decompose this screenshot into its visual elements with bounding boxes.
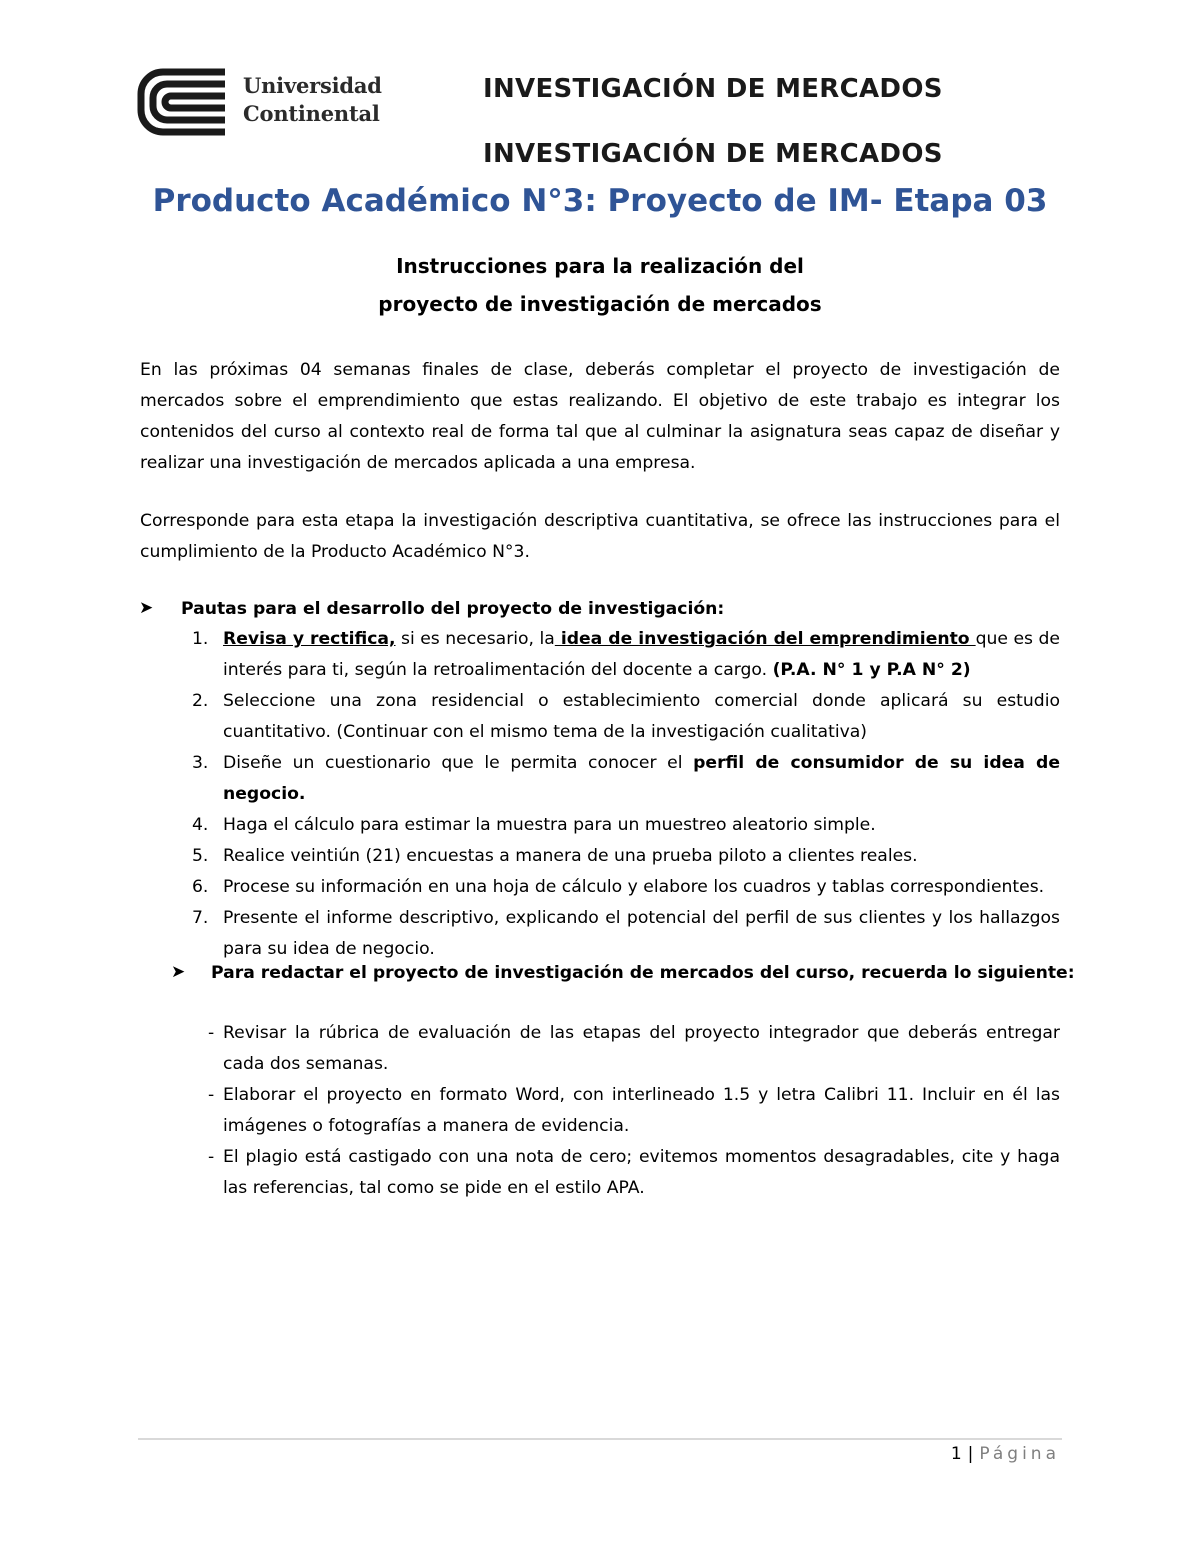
list-number: 6. xyxy=(192,877,209,897)
page-label: Página xyxy=(979,1444,1060,1464)
footer-separator: | xyxy=(967,1444,974,1464)
logo-line-2: Continental xyxy=(243,101,380,126)
item-emphasis: perfil de consumidor de su idea de negocio. xyxy=(223,753,1060,804)
list-item xyxy=(192,686,1060,748)
item-text: que es de interés para ti, según la retroalimentación del docente a cargo. xyxy=(223,629,1060,680)
university-logo xyxy=(137,68,382,136)
list-number: 5. xyxy=(192,846,209,866)
stage-paragraph: Corresponde para esta etapa la investigación descriptiva cuantitativa, se ofrece las instrucciones para el cumplimiento de la Producto Académico N°3. xyxy=(140,511,1060,562)
product-title: Producto Académico N°3: Proyecto de IM- Etapa 03 xyxy=(152,183,1048,219)
pautas-heading: Pautas para el desarrollo del proyecto de investigación: xyxy=(181,599,725,619)
page-number: 1 xyxy=(950,1444,962,1464)
recuerda-list xyxy=(208,1018,1060,1204)
list-item xyxy=(192,624,1060,686)
list-number: 4. xyxy=(192,815,209,835)
item-text: Procese su información en una hoja de cálculo y elabore los cuadros y tablas correspondientes. xyxy=(223,877,1045,897)
item-text: Haga el cálculo para estimar la muestra para un muestreo aleatorio simple. xyxy=(223,815,876,835)
item-text: Seleccione una zona residencial o establecimiento comercial donde aplicará su estudio cuantitativo. (Continuar con el mismo tema de la investigación cualitativa) xyxy=(223,691,1060,742)
list-item xyxy=(192,841,1060,872)
item-emphasis: (P.A. N° 1 y P.A N° 2) xyxy=(772,660,971,680)
instructions-title-line-2: proyecto de investigación de mercados xyxy=(378,292,822,316)
item-text: Realice veintiún (21) encuestas a manera de una prueba piloto a clientes reales. xyxy=(223,846,918,866)
list-item xyxy=(192,810,1060,841)
dash-bullet: - xyxy=(208,1085,215,1105)
pautas-list xyxy=(192,624,1060,965)
dash-bullet: - xyxy=(208,1147,215,1167)
list-number: 2. xyxy=(192,691,209,711)
item-text: Diseñe un cuestionario que le permita conocer el xyxy=(223,753,694,773)
list-item xyxy=(192,748,1060,810)
item-text: Presente el informe descriptivo, explicando el potencial del perfil de sus clientes y los hallazgos para su idea de negocio. xyxy=(223,908,1060,959)
arrow-bullet-icon: ➤ xyxy=(171,962,186,982)
item-text: El plagio está castigado con una nota de cero; evitemos momentos desagradables, cite y haga las referencias, tal como se pide en el estilo APA. xyxy=(223,1147,1060,1198)
recuerda-heading: Para redactar el proyecto de investigación de mercados del curso, recuerda lo siguiente: xyxy=(211,963,1075,983)
intro-paragraph: En las próximas 04 semanas finales de clase, deberás completar el proyecto de investigación de mercados sobre el emprendimiento que estas realizando. El objetivo de este trabajo es integrar los contenidos del curso al contexto real de forma tal que al culminar la asignatura seas capaz de diseñar y realizar una investigación de mercados aplicada a una empresa. xyxy=(140,360,1060,473)
course-title: INVESTIGACIÓN DE MERCADOS xyxy=(483,139,943,169)
logo-mark-icon xyxy=(137,68,237,136)
item-text: Revisar la rúbrica de evaluación de las etapas del proyecto integrador que deberás entregar cada dos semanas. xyxy=(223,1023,1060,1074)
list-item xyxy=(208,1018,1060,1080)
list-number: 1. xyxy=(192,629,209,649)
item-emphasis: Revisa y rectifica, xyxy=(223,629,396,649)
list-number: 7. xyxy=(192,908,209,928)
list-item xyxy=(192,872,1060,903)
page-footer xyxy=(951,1444,1060,1464)
list-item xyxy=(208,1080,1060,1142)
instructions-title-line-1: Instrucciones para la realización del xyxy=(396,254,804,278)
logo-text xyxy=(243,72,382,128)
item-text: Elaborar el proyecto en formato Word, con interlineado 1.5 y letra Calibri 11. Incluir en él las imágenes o fotografías a manera de evidencia. xyxy=(223,1085,1060,1136)
list-item xyxy=(192,903,1060,965)
header-title: INVESTIGACIÓN DE MERCADOS xyxy=(483,74,943,104)
list-item xyxy=(208,1142,1060,1204)
list-number: 3. xyxy=(192,753,209,773)
dash-bullet: - xyxy=(208,1023,215,1043)
item-emphasis: idea de investigación del emprendimiento xyxy=(554,629,976,649)
item-text: si es necesario, la xyxy=(395,629,555,649)
arrow-bullet-icon: ➤ xyxy=(139,598,154,618)
logo-line-1: Universidad xyxy=(243,73,382,98)
footer-divider xyxy=(138,1438,1062,1440)
